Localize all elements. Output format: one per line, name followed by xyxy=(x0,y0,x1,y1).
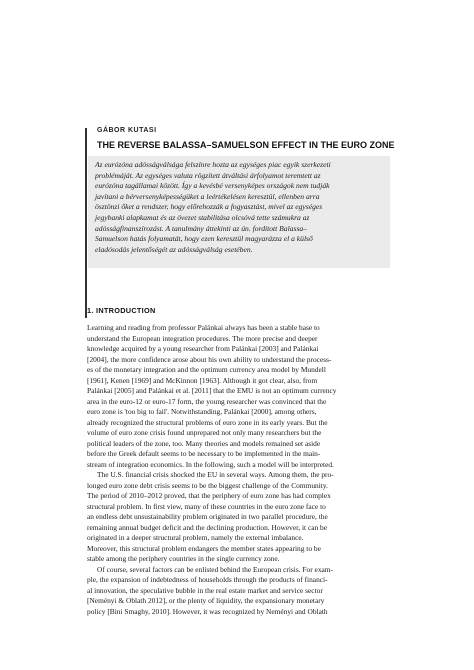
abstract-line: Az eurózóna adósságválsága felszínre hozta az egységes piac egyik szerkezeti xyxy=(95,160,331,169)
section-accent-bar xyxy=(85,128,87,318)
body-line: remaining annual budget deficit and the declining production. However, it can be xyxy=(87,522,328,532)
body-line: euro zone is 'too big to fail'. Notwithstanding, Palánkai [2000], among others, xyxy=(87,407,317,416)
body-line: an endless debt unsustainability problem originated in two parallel procedure, the xyxy=(87,512,328,521)
body-line: The U.S. financial crisis shocked the EU in several ways. Among them, the pro- xyxy=(97,470,334,479)
author-name: GÁBOR KUTASI xyxy=(97,127,157,134)
body-line: longed euro zone debt crisis seems to be the biggest challenge of the Community. xyxy=(87,480,328,490)
body-line: area in the euro-12 or euro-17 form, the young researcher was convinced that the xyxy=(87,396,327,406)
body-line: ple, the expansion of indebtedness of households through the products of financi- xyxy=(87,575,328,584)
body-text xyxy=(87,323,391,617)
article-title: THE REVERSE BALASSA–SAMUELSON EFFECT IN THE EURO ZONE xyxy=(97,140,395,150)
body-line: Of course, several factors can be enlisted behind the European crisis. For exam- xyxy=(97,564,334,574)
body-line: The period of 2010–2012 proved, that the periphery of euro zone has had complex xyxy=(87,491,331,500)
body-line: [2004], the more confidence arose about his own ability to understand the process- xyxy=(87,354,332,364)
abstract-line: eurózóna tagállamai között. Így a kevésbé versenyképes országok nem tudják xyxy=(95,181,330,191)
body-line: Palánkai [2005] and Palánkai et al. [2011] that the EMU is not an optimum currency xyxy=(87,386,337,395)
abstract-line: Samuelson hatás folyamatát, hogy ezen keresztül magyarázza el a külső xyxy=(95,234,313,244)
abstract-line: javítani a bérversenyképességüket a leértékelésen keresztül, ellenben arra xyxy=(95,191,320,201)
body-line: es of the monetary integration and the optimum currency area model by Mundell xyxy=(87,365,326,374)
body-line: al innovation, the speculative bubble in the real estate market and service sector xyxy=(87,585,323,595)
body-line: political leaders of the zone, too. Many theories and models remained set aside xyxy=(87,438,321,448)
body-line: understand the European integration procedures. The more precise and deeper xyxy=(87,333,318,343)
body-line: structural problem. In first view, many of these countries in the euro zone face to xyxy=(87,501,326,511)
abstract-line: adósságfinanszírozást. A tanulmány áttekinti az ún. fordított Balassa– xyxy=(95,223,308,233)
abstract-box xyxy=(88,156,390,268)
section-heading: 1. INTRODUCTION xyxy=(87,306,156,315)
body-line: already recognized the structural problems of euro zone in its early years. But the xyxy=(87,417,328,427)
abstract-line: eladósodás jelentőségét az adósságválság esetében. xyxy=(95,244,253,254)
body-line: volume of euro zone crisis found unprepared not only many researchers but the xyxy=(87,428,322,437)
abstract-line: jegybanki alapkamat és az övezet stabilitása olcsóvá tette számukra az xyxy=(95,212,310,222)
body-line: [1961], Kenen [1969] and McKinnon [1963]. Although it got clear, also, from xyxy=(87,375,318,385)
body-line: Learning and reading from professor Palánkai always has been a stable base to xyxy=(87,323,320,332)
body-line: stable among the periphery countries in the single currency zone. xyxy=(87,554,280,563)
body-line: [Neményi & Oblath 2012], or the plenty of liquidity, the expansionary monetary xyxy=(87,596,325,605)
body-line: policy [Bini Smaghy, 2010]. However, it was recognized by Neményi and Oblath xyxy=(87,606,328,616)
body-line: stream of integration economics. In the following, such a model will be interpreted. xyxy=(87,459,334,469)
body-line: before the Greek default seems to be necessary to be implemented in the main- xyxy=(87,449,321,458)
abstract-line: problémáját. Az egységes valuta rögzített átváltási árfolyamot teremtett az xyxy=(95,170,321,180)
abstract-line: ösztönzi őket a rendszer, hogy előrehozzák a fogyasztást, mivel az egységes xyxy=(95,202,323,212)
body-line: knowledge acquired by a young researcher from Palánkai [2003] and Palánkai xyxy=(87,344,319,353)
body-line: Moreover, this structural problem endangers the member states appearing to be xyxy=(87,543,321,553)
body-line: originated in a deeper structural problem, namely the external imbalance. xyxy=(87,533,304,542)
